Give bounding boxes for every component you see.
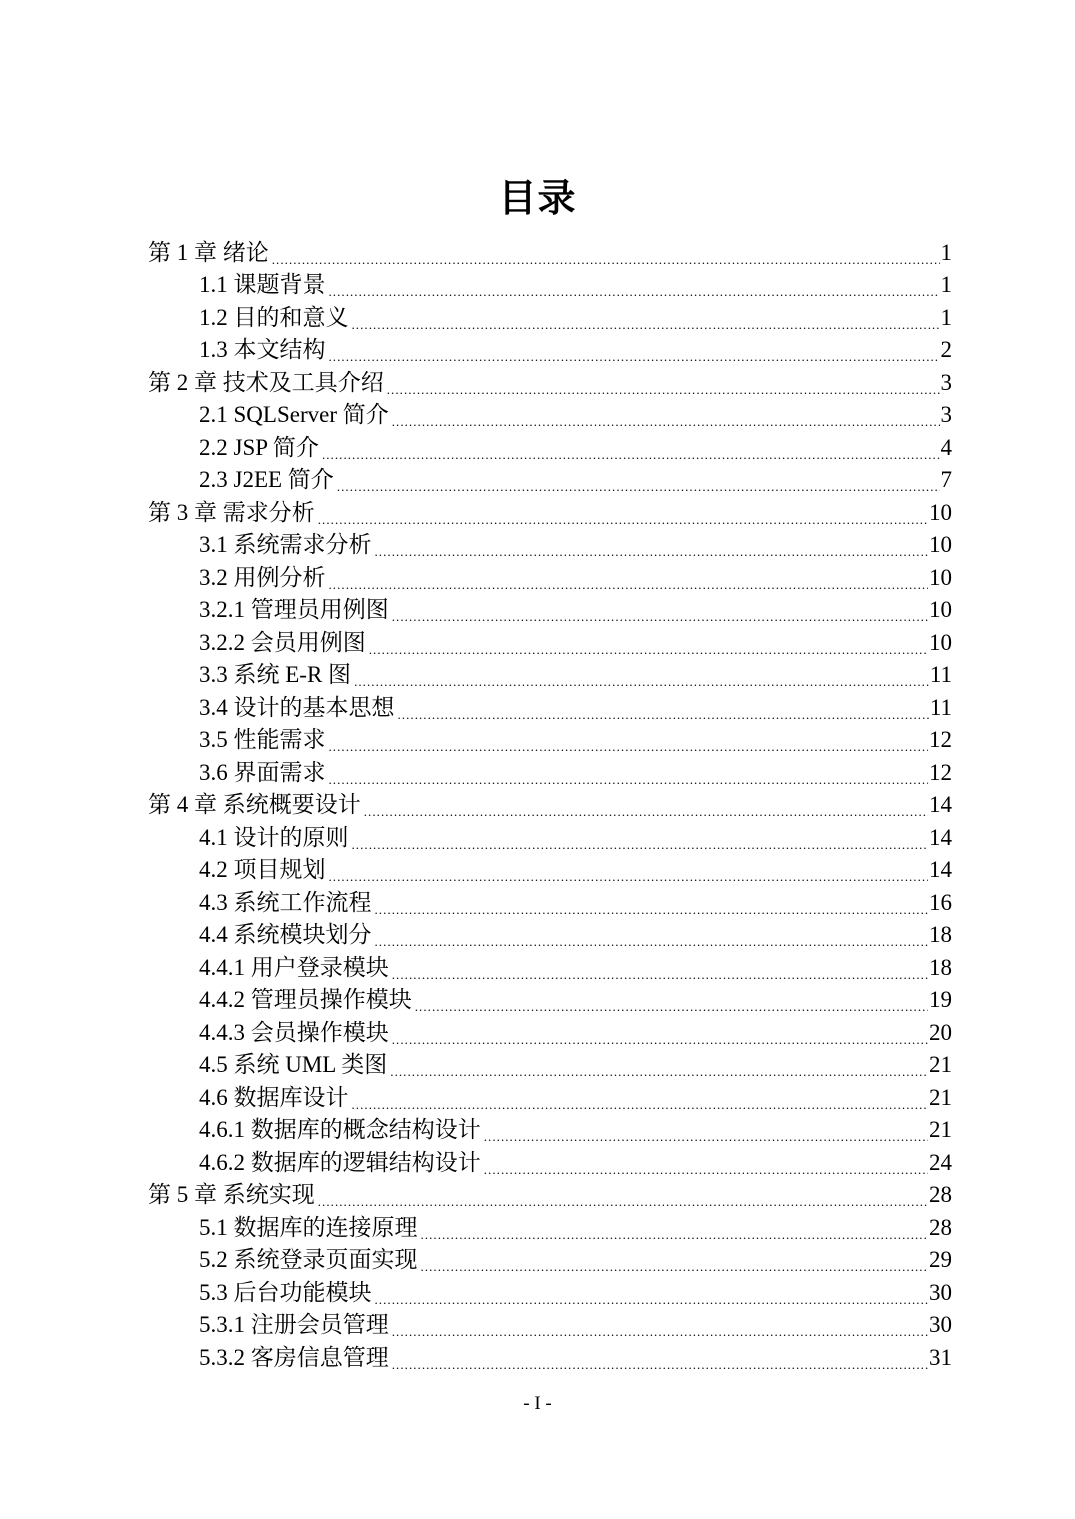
toc-chapter-entry[interactable]: [148, 788, 952, 821]
toc-dot-leader: [484, 1148, 928, 1178]
toc-page-number: 14: [929, 792, 952, 817]
toc-section-entry[interactable]: [148, 658, 952, 691]
toc-page-number: 2: [940, 337, 952, 362]
toc-entry-title: 5.3 后台功能模块: [199, 1279, 372, 1305]
toc-dot-leader: [369, 628, 928, 658]
toc-entry-title: 1.2 目的和意义: [199, 304, 349, 330]
toc-dot-leader: [392, 1310, 928, 1340]
toc-section-entry[interactable]: [148, 1113, 952, 1146]
toc-dot-leader: [352, 1083, 929, 1113]
toc-entry-title: 5.3.2 客房信息管理: [199, 1344, 389, 1370]
toc-page-number: 10: [929, 629, 952, 655]
toc-entry-title: 第 1 章 绪论: [148, 239, 269, 265]
toc-entry-title: 4.3 系统工作流程: [199, 889, 372, 915]
toc-page-number: 12: [929, 727, 952, 752]
toc-entry-title: 4.2 项目规划: [199, 857, 326, 882]
toc-page-number: 28: [929, 1214, 952, 1240]
toc-section-entry[interactable]: [148, 1048, 952, 1081]
page-title: 目录: [498, 176, 577, 220]
toc-section-entry[interactable]: [148, 918, 952, 951]
toc-dot-leader: [398, 693, 929, 723]
toc-page-number: 28: [929, 1182, 952, 1207]
toc-entry-title: 3.2 用例分析: [199, 564, 326, 590]
toc-dot-leader: [329, 725, 929, 755]
toc-entry-title: 4.4 系统模块划分: [199, 922, 372, 947]
toc-entry-title: 1.3 本文结构: [199, 337, 326, 362]
toc-dot-leader: [354, 660, 929, 690]
toc-section-entry[interactable]: [148, 983, 952, 1016]
toc-section-entry[interactable]: [148, 1145, 952, 1178]
toc-dot-leader: [375, 530, 929, 560]
toc-entry-title: 4.5 系统 UML 类图: [199, 1052, 388, 1077]
toc-section-entry[interactable]: [148, 853, 952, 886]
toc-section-entry[interactable]: [148, 430, 952, 463]
toc-page-number: 1: [940, 304, 952, 330]
toc-dot-leader: [329, 855, 929, 885]
toc-page-number: 10: [929, 597, 952, 622]
toc-entry-title: 3.3 系统 E-R 图: [199, 662, 352, 687]
toc-entry-title: 4.4.2 管理员操作模块: [199, 987, 412, 1012]
toc-dot-leader: [272, 238, 940, 268]
toc-page-number: 21: [929, 1084, 952, 1110]
toc-section-entry[interactable]: [148, 1308, 952, 1341]
toc-entry-title: 5.3.1 注册会员管理: [199, 1312, 389, 1337]
toc-dot-leader: [392, 1018, 928, 1048]
toc-dot-leader: [329, 335, 940, 365]
toc-dot-leader: [318, 498, 928, 528]
toc-page-number: 11: [929, 662, 952, 687]
toc-page-number: 18: [929, 922, 952, 947]
toc-entry-title: 3.6 界面需求: [199, 759, 326, 785]
toc-section-entry[interactable]: [148, 300, 952, 333]
toc-chapter-entry[interactable]: [148, 1178, 952, 1211]
toc-entry-title: 第 3 章 需求分析: [148, 499, 315, 525]
toc-dot-leader: [415, 985, 928, 1015]
toc-page-number: 3: [940, 369, 952, 395]
toc-page-number: 1: [940, 272, 952, 297]
toc-page-number: 12: [929, 759, 952, 785]
page-number-footer: - I -: [523, 1393, 552, 1414]
toc-page-number: 14: [929, 824, 952, 850]
toc-dot-leader: [392, 953, 928, 983]
toc-entry-title: 3.2.1 管理员用例图: [199, 597, 389, 622]
toc-entry-title: 4.4.1 用户登录模块: [199, 954, 389, 980]
toc-dot-leader: [387, 368, 940, 398]
toc-section-entry[interactable]: [148, 885, 952, 918]
toc-dot-leader: [375, 920, 929, 950]
toc-dot-leader: [390, 1050, 928, 1080]
toc-entry-title: 5.1 数据库的连接原理: [199, 1214, 418, 1240]
toc-page-number: 30: [929, 1279, 952, 1305]
toc-entry-title: 3.5 性能需求: [199, 727, 326, 752]
toc-dot-leader: [352, 303, 940, 333]
toc-section-entry[interactable]: [148, 268, 952, 301]
toc-page-number: 19: [929, 987, 952, 1012]
toc-dot-leader: [329, 270, 940, 300]
toc-page-number: 4: [940, 434, 952, 460]
toc-dot-leader: [392, 595, 928, 625]
toc-section-entry[interactable]: [148, 1210, 952, 1243]
toc-page-number: 16: [929, 889, 952, 915]
toc-entry-title: 5.2 系统登录页面实现: [199, 1247, 418, 1272]
toc-entry-title: 第 4 章 系统概要设计: [148, 792, 361, 817]
toc-dot-leader: [484, 1115, 928, 1145]
toc-entry-title: 4.6.2 数据库的逻辑结构设计: [199, 1149, 481, 1175]
toc-entry-title: 3.4 设计的基本思想: [199, 694, 395, 720]
toc-entry-title: 4.6.1 数据库的概念结构设计: [199, 1117, 481, 1142]
toc-entry-title: 3.2.2 会员用例图: [199, 629, 366, 655]
toc-section-entry[interactable]: [148, 1080, 952, 1113]
toc-section-entry[interactable]: [148, 528, 952, 561]
toc-entry-title: 2.1 SQLServer 简介: [199, 402, 389, 427]
toc-section-entry[interactable]: [148, 820, 952, 853]
toc-section-entry[interactable]: [148, 1243, 952, 1276]
toc-dot-leader: [329, 563, 929, 593]
toc-section-entry[interactable]: [148, 950, 952, 983]
toc-page-number: 20: [929, 1019, 952, 1045]
toc-section-entry[interactable]: [148, 1340, 952, 1373]
toc-entry-title: 第 5 章 系统实现: [148, 1182, 315, 1207]
toc-section-entry[interactable]: [148, 398, 952, 431]
toc-page-number: 30: [929, 1312, 952, 1337]
toc-section-entry[interactable]: [148, 463, 952, 496]
toc-section-entry[interactable]: [148, 1275, 952, 1308]
toc-dot-leader: [364, 790, 928, 820]
toc-page-number: 10: [929, 564, 952, 590]
table-of-contents: [148, 235, 952, 1373]
toc-page-number: 24: [929, 1149, 952, 1175]
toc-section-entry[interactable]: [148, 1015, 952, 1048]
toc-dot-leader: [329, 758, 929, 788]
toc-dot-leader: [392, 1343, 928, 1373]
toc-section-entry[interactable]: [148, 593, 952, 626]
toc-page-number: 21: [929, 1052, 952, 1077]
toc-section-entry[interactable]: [148, 755, 952, 788]
toc-page-number: 31: [929, 1344, 952, 1370]
toc-dot-leader: [318, 1180, 928, 1210]
toc-section-entry[interactable]: [148, 560, 952, 593]
toc-page-number: 21: [929, 1117, 952, 1142]
toc-section-entry[interactable]: [148, 625, 952, 658]
toc-chapter-entry[interactable]: [148, 495, 952, 528]
toc-dot-leader: [421, 1245, 929, 1275]
toc-entry-title: 2.3 J2EE 简介: [199, 467, 334, 492]
toc-page-number: 10: [929, 499, 952, 525]
toc-entry-title: 3.1 系统需求分析: [199, 532, 372, 557]
toc-entry-title: 2.2 JSP 简介: [199, 434, 319, 460]
toc-chapter-entry[interactable]: [148, 235, 952, 268]
toc-page-number: 18: [929, 954, 952, 980]
toc-entry-title: 1.1 课题背景: [199, 272, 326, 297]
toc-section-entry[interactable]: [148, 333, 952, 366]
toc-entry-title: 4.6 数据库设计: [199, 1084, 349, 1110]
toc-dot-leader: [421, 1213, 929, 1243]
toc-dot-leader: [392, 400, 940, 430]
toc-page-number: 7: [940, 467, 952, 492]
toc-page-number: 1: [940, 239, 952, 265]
toc-dot-leader: [322, 433, 940, 463]
toc-page-number: 14: [929, 857, 952, 882]
toc-entry-title: 第 2 章 技术及工具介绍: [148, 369, 384, 395]
toc-page-number: 29: [929, 1247, 952, 1272]
toc-section-entry[interactable]: [148, 690, 952, 723]
toc-section-entry[interactable]: [148, 723, 952, 756]
toc-page-number: 11: [929, 694, 952, 720]
toc-chapter-entry[interactable]: [148, 365, 952, 398]
toc-dot-leader: [337, 465, 940, 495]
toc-dot-leader: [352, 823, 929, 853]
toc-dot-leader: [375, 1278, 929, 1308]
toc-entry-title: 4.4.3 会员操作模块: [199, 1019, 389, 1045]
toc-page-number: 10: [929, 532, 952, 557]
toc-page-number: 3: [940, 402, 952, 427]
toc-dot-leader: [375, 888, 929, 918]
toc-entry-title: 4.1 设计的原则: [199, 824, 349, 850]
